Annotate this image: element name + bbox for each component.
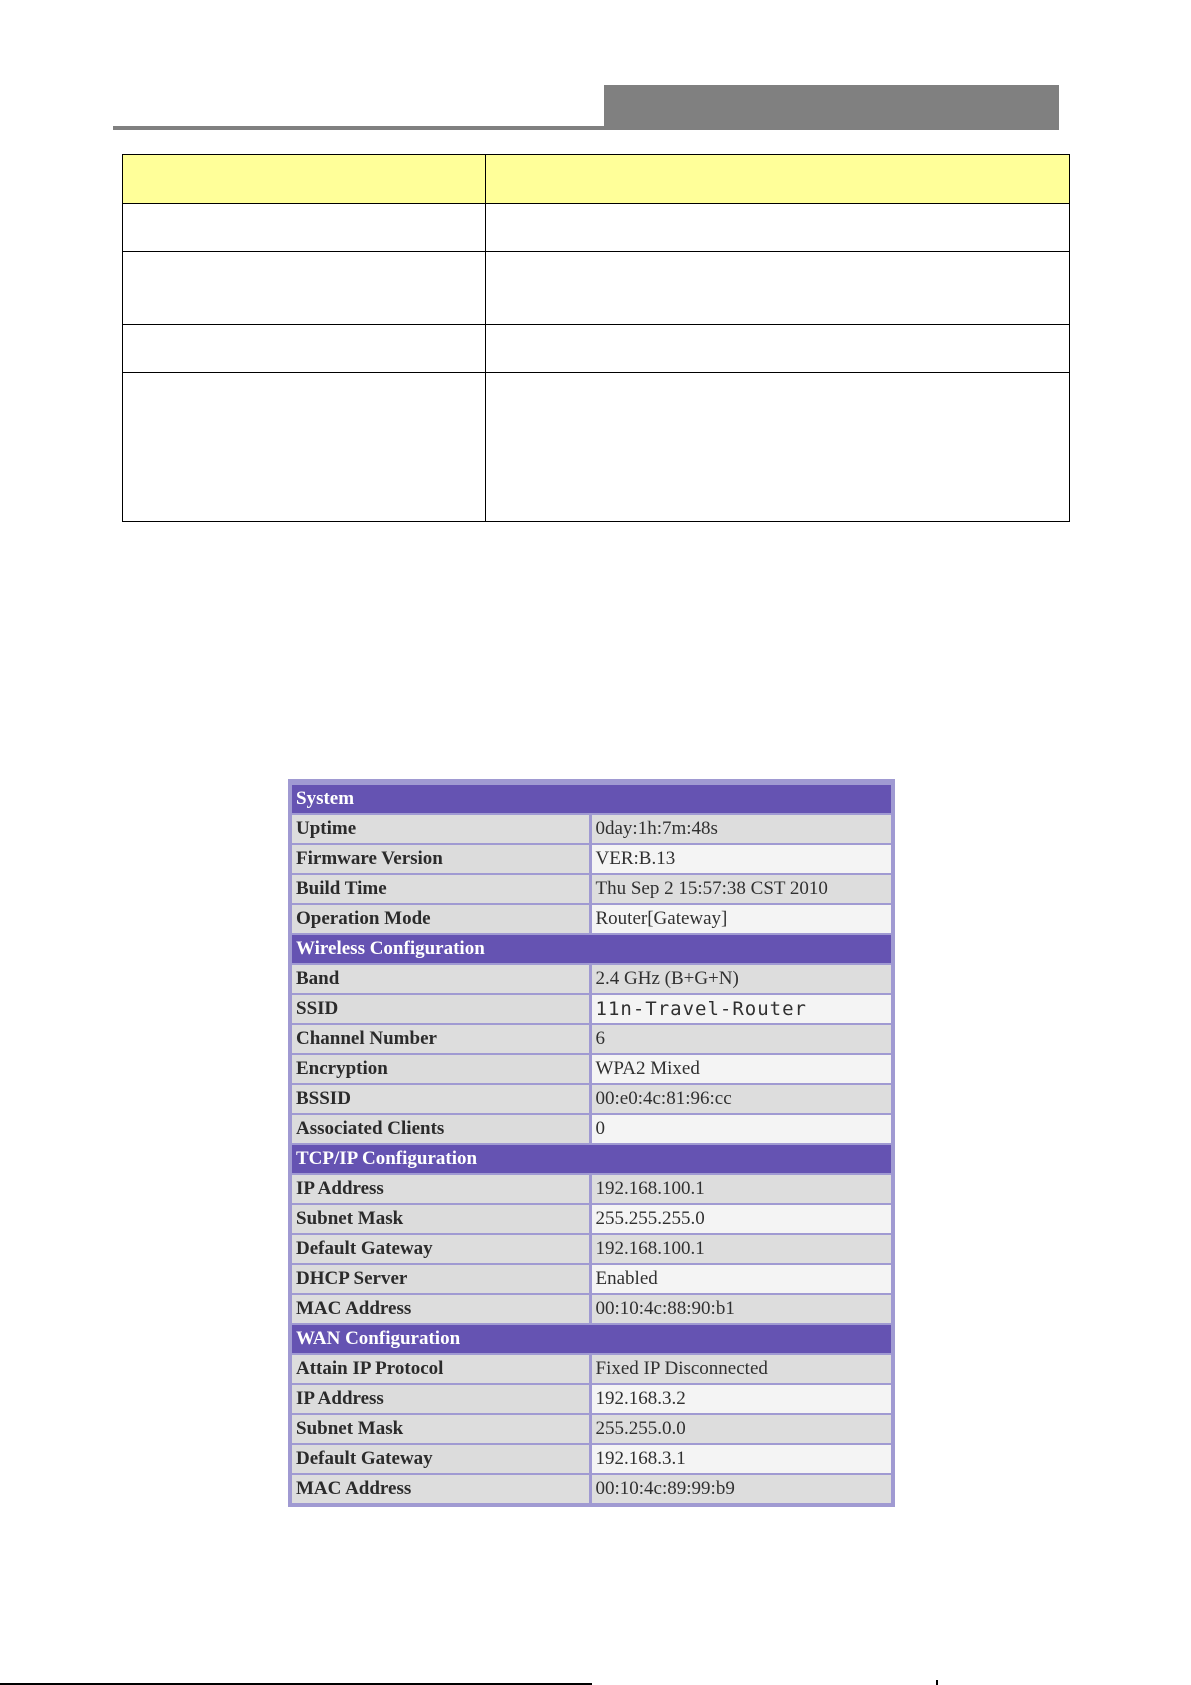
- status-label: Subnet Mask: [292, 1415, 592, 1443]
- status-label: BSSID: [292, 1085, 592, 1113]
- status-row: [292, 1235, 891, 1263]
- footer-mark: [936, 1680, 938, 1685]
- table-cell: [123, 252, 486, 325]
- status-row: [292, 845, 891, 873]
- status-row: [292, 1475, 891, 1503]
- status-value: 255.255.0.0: [592, 1415, 892, 1443]
- status-label: Default Gateway: [292, 1445, 592, 1473]
- status-label: Encryption: [292, 1055, 592, 1083]
- status-row: [292, 1115, 891, 1143]
- status-label: Default Gateway: [292, 1235, 592, 1263]
- section-header-row: [292, 935, 891, 963]
- status-label: Operation Mode: [292, 905, 592, 933]
- status-label: IP Address: [292, 1385, 592, 1413]
- description-table: [122, 154, 1070, 522]
- status-value: 255.255.255.0: [592, 1205, 892, 1233]
- table-cell: [123, 325, 486, 373]
- table-row: [123, 325, 1070, 373]
- status-label: Channel Number: [292, 1025, 592, 1053]
- table-cell: [486, 252, 1070, 325]
- section-title: System: [292, 785, 891, 813]
- status-value: Fixed IP Disconnected: [592, 1355, 892, 1383]
- status-value: 2.4 GHz (B+G+N): [592, 965, 892, 993]
- section-header-row: [292, 1325, 891, 1353]
- status-value: Router[Gateway]: [592, 905, 892, 933]
- status-row: [292, 1295, 891, 1323]
- status-row: [292, 995, 891, 1023]
- status-label: Firmware Version: [292, 845, 592, 873]
- section-title: TCP/IP Configuration: [292, 1145, 891, 1173]
- table-cell: [486, 373, 1070, 522]
- table-cell: [123, 373, 486, 522]
- status-label: Build Time: [292, 875, 592, 903]
- status-row: [292, 1415, 891, 1443]
- status-label: Subnet Mask: [292, 1205, 592, 1233]
- section-title: Wireless Configuration: [292, 935, 891, 963]
- status-value: 192.168.3.2: [592, 1385, 892, 1413]
- status-value: 0: [592, 1115, 892, 1143]
- status-value: Enabled: [592, 1265, 892, 1293]
- table-header-cell: [123, 155, 486, 204]
- status-row: [292, 1025, 891, 1053]
- status-row: [292, 815, 891, 843]
- table-cell: [486, 325, 1070, 373]
- status-value: WPA2 Mixed: [592, 1055, 892, 1083]
- header-rule: [113, 126, 604, 130]
- status-label: DHCP Server: [292, 1265, 592, 1293]
- status-label: SSID: [292, 995, 592, 1023]
- status-value: VER:B.13: [592, 845, 892, 873]
- table-header-row: [123, 155, 1070, 204]
- status-label: MAC Address: [292, 1475, 592, 1503]
- status-label: Uptime: [292, 815, 592, 843]
- status-label: Attain IP Protocol: [292, 1355, 592, 1383]
- header-block: [604, 85, 1059, 130]
- status-row: [292, 1445, 891, 1473]
- status-row: [292, 1265, 891, 1293]
- section-header-row: [292, 785, 891, 813]
- table-row: [123, 252, 1070, 325]
- status-row: [292, 1355, 891, 1383]
- status-row: [292, 1085, 891, 1113]
- status-value: 00:10:4c:89:99:b9: [592, 1475, 892, 1503]
- status-row: [292, 1055, 891, 1083]
- status-value: 0day:1h:7m:48s: [592, 815, 892, 843]
- section-title: WAN Configuration: [292, 1325, 891, 1353]
- status-row: [292, 875, 891, 903]
- table-row: [123, 204, 1070, 252]
- status-value: Thu Sep 2 15:57:38 CST 2010: [592, 875, 892, 903]
- status-value: 11n-Travel-Router: [592, 995, 892, 1023]
- status-table: [292, 783, 891, 1505]
- status-value: 00:10:4c:88:90:b1: [592, 1295, 892, 1323]
- table-cell: [486, 204, 1070, 252]
- status-row: [292, 1385, 891, 1413]
- status-panel: [288, 779, 895, 1507]
- status-row: [292, 1205, 891, 1233]
- status-label: Band: [292, 965, 592, 993]
- status-row: [292, 905, 891, 933]
- status-row: [292, 1175, 891, 1203]
- status-label: Associated Clients: [292, 1115, 592, 1143]
- status-row: [292, 965, 891, 993]
- status-value: 00:e0:4c:81:96:cc: [592, 1085, 892, 1113]
- status-value: 192.168.3.1: [592, 1445, 892, 1473]
- status-value: 192.168.100.1: [592, 1235, 892, 1263]
- status-value: 192.168.100.1: [592, 1175, 892, 1203]
- status-label: MAC Address: [292, 1295, 592, 1323]
- section-header-row: [292, 1145, 891, 1173]
- table-cell: [123, 204, 486, 252]
- status-label: IP Address: [292, 1175, 592, 1203]
- status-value: 6: [592, 1025, 892, 1053]
- table-header-cell: [486, 155, 1070, 204]
- table-row: [123, 373, 1070, 522]
